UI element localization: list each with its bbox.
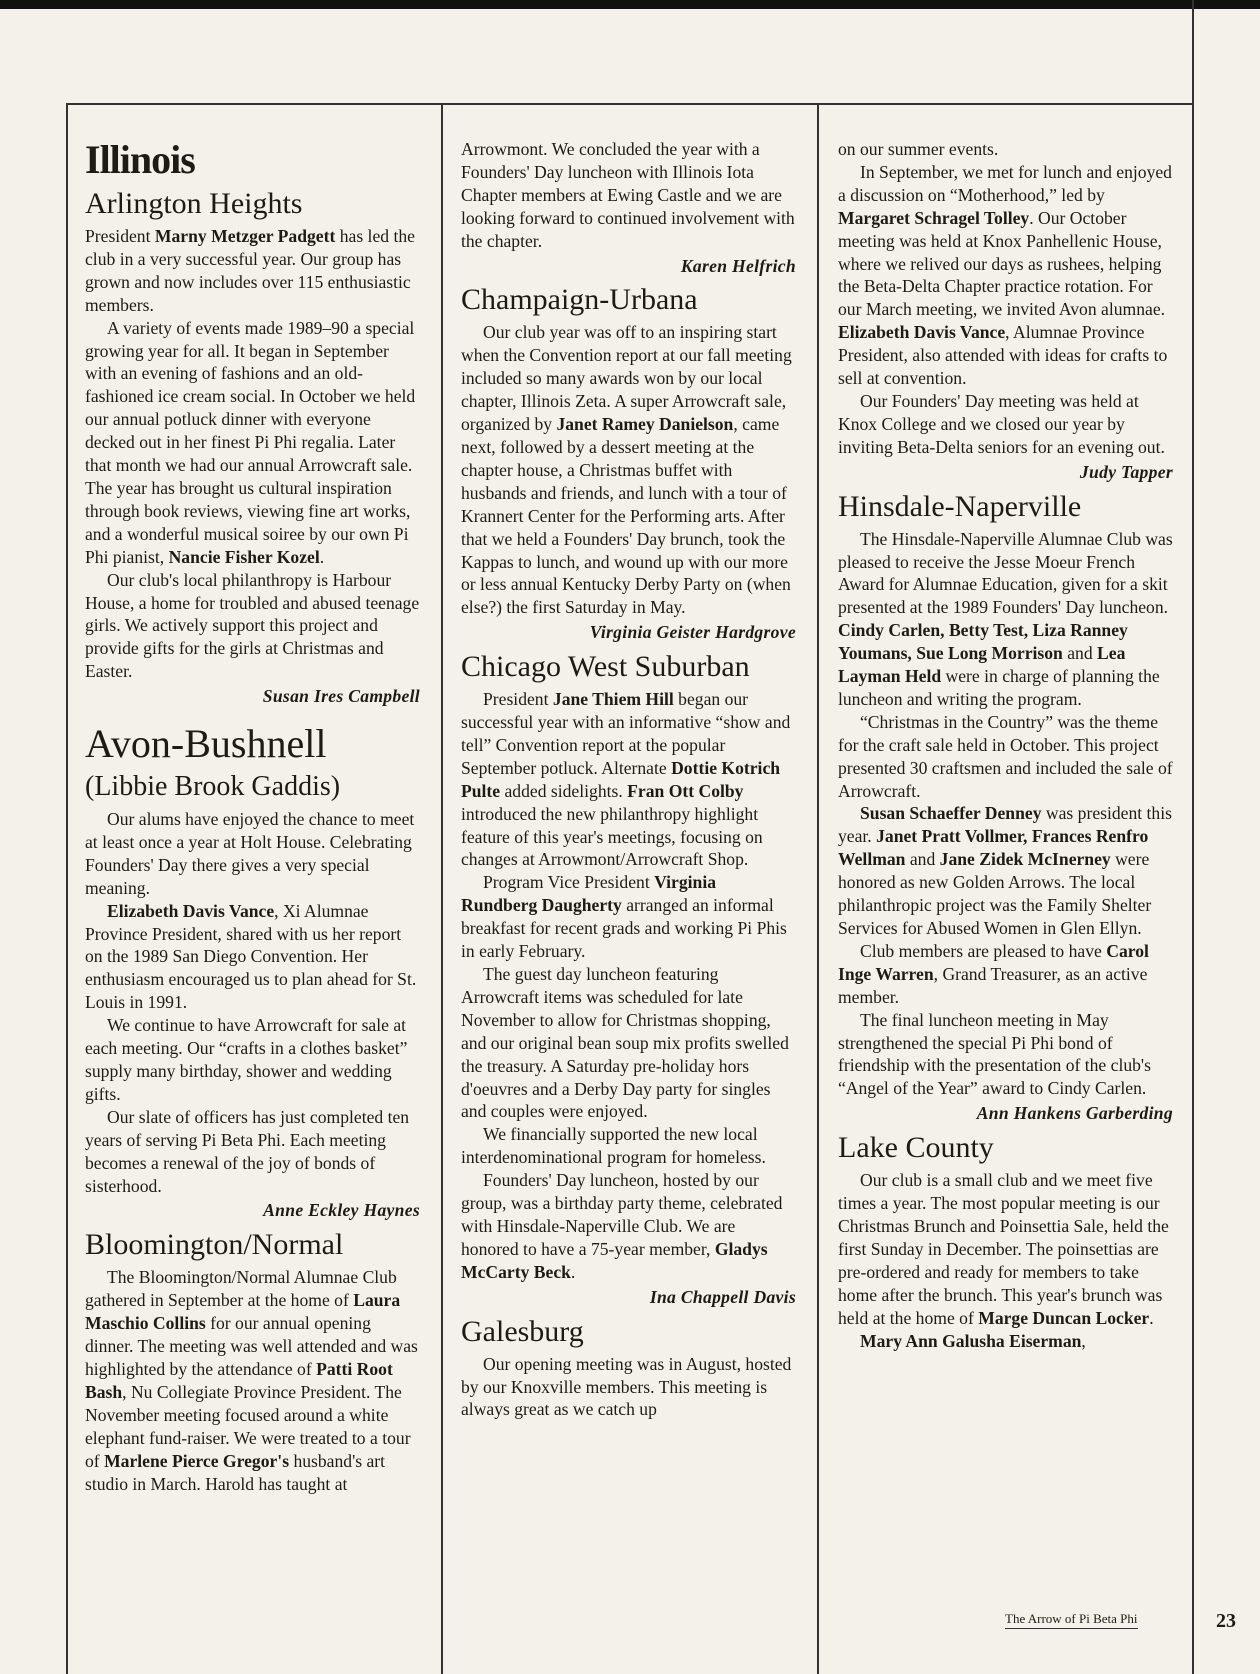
member-name: Jane Zidek McInerney: [939, 849, 1111, 870]
club-heading: Arlington Heights: [85, 187, 303, 220]
paragraph: We financially supported the new local interdenominational program for homeless.: [461, 1124, 766, 1168]
member-name: Marny Metzger Padgett: [154, 226, 336, 246]
paragraph: on our summer events.: [838, 139, 999, 159]
paragraph: The Hinsdale-Naperville Alumnae Club was pleased to receive the Jesse Moeur French Award for Alumnae Education, given for a skit presented at the 1989 Founders' Day luncheon. Cindy Carlen, Betty Test, Liza Ranney Youmans, Sue Long Morrison and Lea Layman Held were in charge of planning the luncheon and writing the program.: [838, 528, 1173, 709]
top-border: [0, 0, 1260, 9]
page-number: 23: [1216, 1610, 1236, 1632]
paragraph: President Marny Metzger Padgett has led the club in a very successful year. Our group has grown and now includes over 115 enthusiastic members.: [85, 226, 415, 315]
header-rule: [66, 103, 1194, 105]
column-rule-2: [817, 103, 819, 1674]
member-name: Janet Pratt Vollmer, Frances Renfro Wellman: [838, 826, 1149, 870]
member-name: Jane Thiem Hill: [552, 689, 674, 710]
paragraph: Arrowmont. We concluded the year with a Founders' Day luncheon with Illinois Iota Chapter members at Ewing Castle and we are looking forward to continued involvement with the chapter.: [461, 139, 795, 251]
club-heading: Avon-Bushnell: [85, 721, 327, 767]
club-heading: Galesburg: [461, 1314, 584, 1348]
author-signature: Ann Hankens Garberding: [976, 1103, 1173, 1124]
member-name: Susan Schaeffer Denney: [860, 803, 1042, 824]
column-rule-right: [1192, 0, 1194, 1674]
paragraph: Our opening meeting was in August, hosted by our Knoxville members. This meeting is always great as we catch up: [461, 1353, 792, 1420]
column-rule-left: [66, 103, 68, 1674]
author-signature: Anne Eckley Haynes: [263, 1200, 420, 1221]
member-name: Cindy Carlen, Betty Test, Liza Ranney Youmans, Sue Long Morrison: [838, 620, 1128, 664]
member-name: Patti Root Bash: [85, 1358, 393, 1402]
club-heading: Champaign-Urbana: [461, 283, 698, 317]
member-name: Carol Inge Warren: [838, 940, 1149, 984]
member-name: Fran Ott Colby: [627, 780, 744, 801]
state-heading: Illinois: [85, 137, 195, 182]
member-name: Elizabeth Davis Vance: [107, 900, 275, 921]
paragraph: Our club year was off to an inspiring start when the Convention report at our fall meeting included so many awards won by our local chapter, Illinois Zeta. A super Arrowcraft sale, organized by Janet Ramey Danielson, came next, followed by a dessert meeting at the chapter house, a Christmas buffet with husbands and friends, and lunch with a tour of Krannert Center for the Performing arts. After that we held a Founders' Day brunch, took the Kappas to lunch, and wound up with our more or less annual Kentucky Derby Party on (when else?) the first Saturday in May.: [461, 322, 792, 618]
paragraph: President Jane Thiem Hill began our successful year with an informative “show and tell” Convention report at the popular September potluck. Alternate Dottie Kotrich Pulte added sidelights. Fran Ott Colby introduced the new philanthropy highlight feature of this year's meetings, focusing on changes at Arrowmont/Arrowcraft Shop.: [461, 689, 791, 870]
paragraph: A variety of events made 1989–90 a special growing year for all. It began in September with an evening of fashions and an old-fashioned ice cream social. In October we held our annual potluck dinner with everyone decked out in her finest Pi Phi regalia. Later that month we had our annual Arrowcraft sale. The year has brought us cultural inspiration through book reviews, viewing fine art works, and a wonderful musical soiree by our own Pi Phi pianist, Nancie Fisher Kozel.: [85, 317, 416, 567]
member-name: Lea Layman Held: [838, 643, 1126, 687]
member-name: Marlene Pierce Gregor's: [104, 1450, 290, 1471]
paragraph: We continue to have Arrowcraft for sale at each meeting. Our “crafts in a clothes basket” supply many birthday, shower and wedding gifts.: [85, 1015, 408, 1104]
club-heading: Hinsdale-Naperville: [838, 489, 1082, 523]
member-name: Janet Ramey Danielson: [556, 414, 734, 435]
member-name: Elizabeth Davis Vance: [838, 322, 1006, 343]
paragraph: The guest day luncheon featuring Arrowcraft items was scheduled for late November to allow for Christmas shopping, and our original bean soup mix profits swelled the treasury. A Saturday pre-holiday hors d'oeuvres and a Derby Day party for singles and couples were enjoyed.: [461, 964, 789, 1122]
paragraph: Mary Ann Galusha Eiserman,: [860, 1330, 1086, 1351]
author-signature: Susan Ires Campbell: [262, 686, 420, 707]
member-name: Gladys McCarty Beck: [461, 1238, 768, 1282]
author-signature: Virginia Geister Hardgrove: [589, 622, 796, 643]
club-subheading: (Libbie Brook Gaddis): [85, 771, 341, 803]
column-3: [838, 138, 1173, 1352]
paragraph: Elizabeth Davis Vance, Xi Alumnae Province President, shared with us her report on the 1989 San Diego Convention. Her enthusiasm encouraged us to plan ahead for St. Louis in 1991.: [85, 900, 417, 1013]
paragraph: Our alums have enjoyed the chance to meet at least once a year at Holt House. Celebrating Founders' Day there gives a very special meaning.: [85, 809, 415, 898]
paragraph: The Bloomington/Normal Alumnae Club gathered in September at the home of Laura Maschio Collins for our annual opening dinner. The meeting was well attended and was highlighted by the attendance of Patti Root Bash, Nu Collegiate Province President. The November meeting focused around a white elephant fund-raiser. We were treated to a tour of Marlene Pierce Gregor's husband's art studio in March. Harold has taught at: [85, 1267, 418, 1494]
paragraph: “Christmas in the Country” was the theme for the craft sale held in October. This project presented 30 craftsmen and included the sale of Arrowcraft.: [838, 711, 1173, 801]
member-name: Virginia Rundberg Daugherty: [461, 872, 717, 916]
paragraph: Club members are pleased to have Carol Inge Warren, Grand Treasurer, as an active member.: [838, 940, 1149, 1007]
paragraph: Program Vice President Virginia Rundberg Daugherty arranged an informal breakfast for recent grads and working Pi Phis in early February.: [461, 872, 787, 962]
column-rule-1: [441, 103, 443, 1674]
author-signature: Karen Helfrich: [680, 255, 796, 276]
paragraph: Our slate of officers has just completed ten years of serving Pi Beta Phi. Each meeting becomes a renewal of the joy of bonds of sisterhood.: [85, 1106, 410, 1196]
column-1: [85, 137, 420, 1495]
member-name: Margaret Schragel Tolley: [838, 207, 1030, 228]
publication-name: The Arrow of Pi Beta Phi: [1005, 1611, 1138, 1629]
paragraph: Founders' Day luncheon, hosted by our group, was a birthday party theme, celebrated with Hinsdale-Naperville Club. We are honored to have a 75-year member, Gladys McCarty Beck.: [461, 1170, 783, 1282]
author-signature: Judy Tapper: [1079, 461, 1173, 482]
paragraph: Our club's local philanthropy is Harbour House, a home for troubled and abused teenage girls. We actively support this project and provide gifts for the girls at Christmas and Easter.: [85, 569, 420, 682]
club-heading: Lake County: [838, 1131, 994, 1165]
paragraph: In September, we met for lunch and enjoyed a discussion on “Motherhood,” led by Margaret Schragel Tolley. Our October meeting was held at Knox Panhellenic House, where we relived our days as rushees, helping the Beta-Delta Chapter practice rotation. For our March meeting, we invited Avon alumnae. Elizabeth Davis Vance, Alumnae Province President, also attended with ideas for crafts to sell at convention.: [838, 161, 1172, 389]
column-2: [461, 138, 796, 1421]
paragraph: Susan Schaeffer Denney was president this year. Janet Pratt Vollmer, Frances Renfro Wellman and Jane Zidek McInerney were honored as new Golden Arrows. The local philanthropic project was the Family Shelter Services for Abused Women in Glen Ellyn.: [838, 803, 1172, 938]
paragraph: The final luncheon meeting in May strengthened the special Pi Phi bond of friendship with the presentation of the club's “Angel of the Year” award to Cindy Carlen.: [838, 1009, 1151, 1099]
paragraph: Our club is a small club and we meet five times a year. The most popular meeting is our Christmas Brunch and Poinsettia Sale, held the first Sunday in December. The poinsettias are pre-ordered and ready for members to take home after the brunch. This year's brunch was held at the home of Marge Duncan Locker.: [838, 1170, 1169, 1328]
member-name: Nancie Fisher Kozel: [168, 546, 320, 567]
member-name: Laura Maschio Collins: [85, 1290, 401, 1334]
club-heading: Bloomington/Normal: [85, 1228, 344, 1262]
paragraph: Our Founders' Day meeting was held at Knox College and we closed our year by inviting Beta-Delta seniors for an evening out.: [838, 390, 1165, 457]
club-heading: Chicago West Suburban: [461, 650, 750, 684]
member-name: Dottie Kotrich Pulte: [461, 757, 781, 801]
member-name: Marge Duncan Locker: [978, 1307, 1150, 1328]
author-signature: Ina Chappell Davis: [649, 1286, 796, 1307]
member-name: Mary Ann Galusha Eiserman: [860, 1330, 1082, 1351]
